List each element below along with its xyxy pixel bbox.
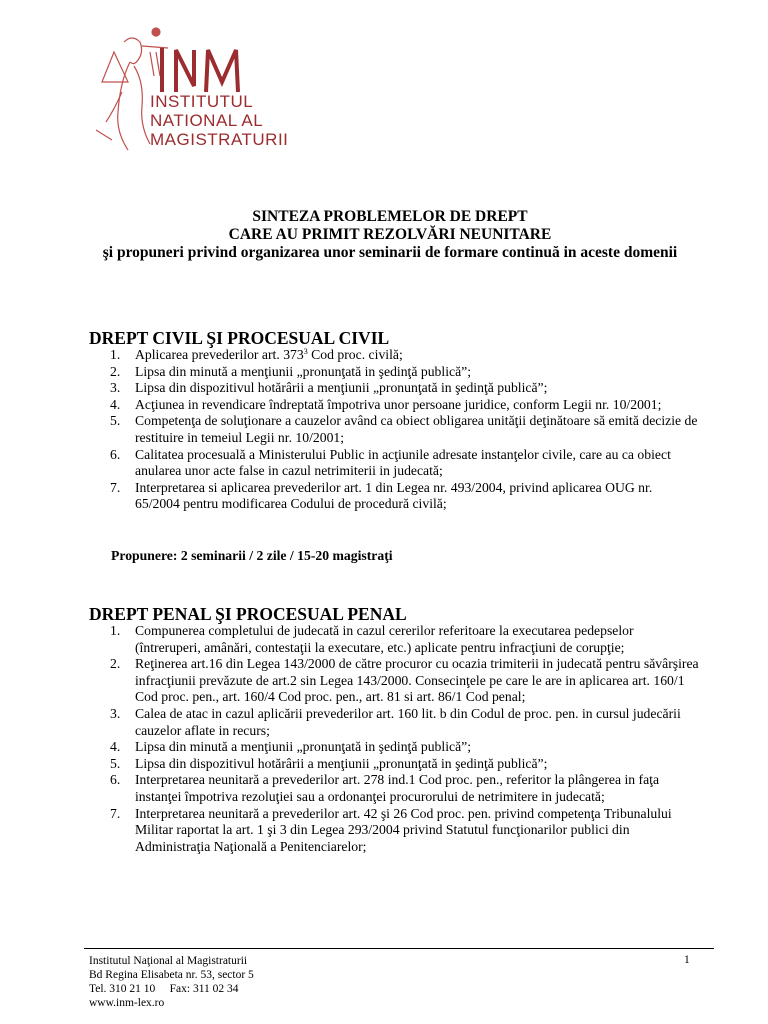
list-item: 5. Lipsa din dispozitivul hotărârii a menţiunii „pronunţată in şedinţă publică”; (110, 755, 548, 771)
logo-line: NATIONAL AL (150, 111, 264, 130)
page-number: 1 (684, 954, 690, 966)
footer-website[interactable]: www.inm-lex.ro (89, 997, 165, 1009)
list-item: 2. Reţinerea art.16 din Legea 143/2000 de către procuror cu ocazia trimiterii in judecată pentru săvârşirea infracţiunii prevăzute de art.2 sin Legea 143/2000. Consecinţele pe care le are in aplicarea art. 160/1 Cod proc. pen., art. 160/4 Cod proc. pen., art. 81 si art. 86/1 Cod penal; (110, 656, 699, 705)
list-item: 7. Interpretarea neunitară a prevederilor art. 42 şi 26 Cod proc. pen. privind competenţa Tribunalului Militar raportat la art. 1 şi 3 din Legea 293/2004 privind Statutul funcţionarilor publici din Administraţia Naţională a Penitenciarelor; (110, 805, 672, 854)
list-item: 7. Interpretarea si aplicarea prevederilor art. 1 din Legea nr. 493/2004, privind aplicarea OUG nr. 65/2004 pentru modificarea Codului de procedură civilă; (110, 479, 653, 512)
list-item: 4. Lipsa din minută a menţiunii „pronunţată in şedinţă publică”; (110, 739, 472, 755)
footer-institution: Institutul Naţional al Magistraturii (89, 955, 248, 967)
inm-logo (84, 22, 294, 162)
footer-phone: Tel. 310 21 10 Fax: 311 02 34 (89, 983, 239, 995)
title-line-1: SINTEZA PROBLEMELOR DE DREPT (252, 208, 528, 225)
penal-issues-list (89, 623, 699, 855)
logo-line: INSTITUTUL (150, 92, 254, 111)
civil-proposal: Propunere: 2 seminarii / 2 zile / 15-20 magistraţi (111, 548, 393, 563)
footer-divider (84, 948, 714, 949)
title-line-3: şi propuneri privind organizarea unor seminarii de formare continuă in aceste domenii (102, 244, 678, 261)
list-item: 6. Calitatea procesuală a Ministerului Public in acţiunile adresate instanţelor civile, care au ca obiect anularea unor acte false in cazul netrimiterii in judecată; (110, 446, 671, 479)
list-item: 3. Lipsa din dispozitivul hotărârii a menţiunii „pronunţată in şedinţă publică”; (110, 380, 548, 396)
civil-issues-list (89, 347, 699, 513)
list-item: 1. Compunerea completului de judecată in cazul cererilor referitoare la executarea pedepselor (întreruperi, amânări, contestaţii la executare, etc.) aplicate pentru infracţiuni de corupţie; (110, 623, 634, 655)
footer-address: Bd Regina Elisabeta nr. 53, sector 5 (89, 969, 254, 981)
list-item: 2. Lipsa din minută a menţiunii „pronunţată in şedinţă publică”; (110, 363, 472, 379)
logo-line: MAGISTRATURII (150, 130, 289, 149)
footer (89, 954, 254, 1010)
civil-section-heading: DREPT CIVIL ŞI PROCESUAL CIVIL (89, 328, 390, 348)
logo-wordmark (150, 92, 288, 149)
list-item: 4. Acţiunea in revendicare îndreptată împotriva unor persoane juridice, conform Legii nr. 10/2001; (110, 396, 662, 412)
list-item: 5. Competenţa de soluţionare a cauzelor având ca obiect obligarea unităţii deţinătoare să emită decizie de restituire in temeiul Legii nr. 10/2001; (110, 413, 698, 445)
list-item: 3. Calea de atac in cazul aplicării prevederilor art. 160 lit. b din Codul de proc. pen. in cursul judecării cauzelor aflate in recurs; (110, 705, 681, 738)
list-item: 1. Aplicarea prevederilor art. $373^3$ Cod proc. civilă; (110, 347, 403, 362)
document-title (90, 208, 690, 262)
penal-section-heading: DREPT PENAL ŞI PROCESUAL PENAL (89, 604, 407, 624)
list-item: 6. Interpretarea neunitară a prevederilor art. 278 ind.1 Cod proc. pen., referitor la plângerea in faţa instanţei împotriva rezoluţiei sau a ordonanţei procurorului de netrimitere in judecată; (110, 772, 660, 804)
title-line-2: CARE AU PRIMIT REZOLVĂRI NEUNITARE (228, 226, 552, 243)
